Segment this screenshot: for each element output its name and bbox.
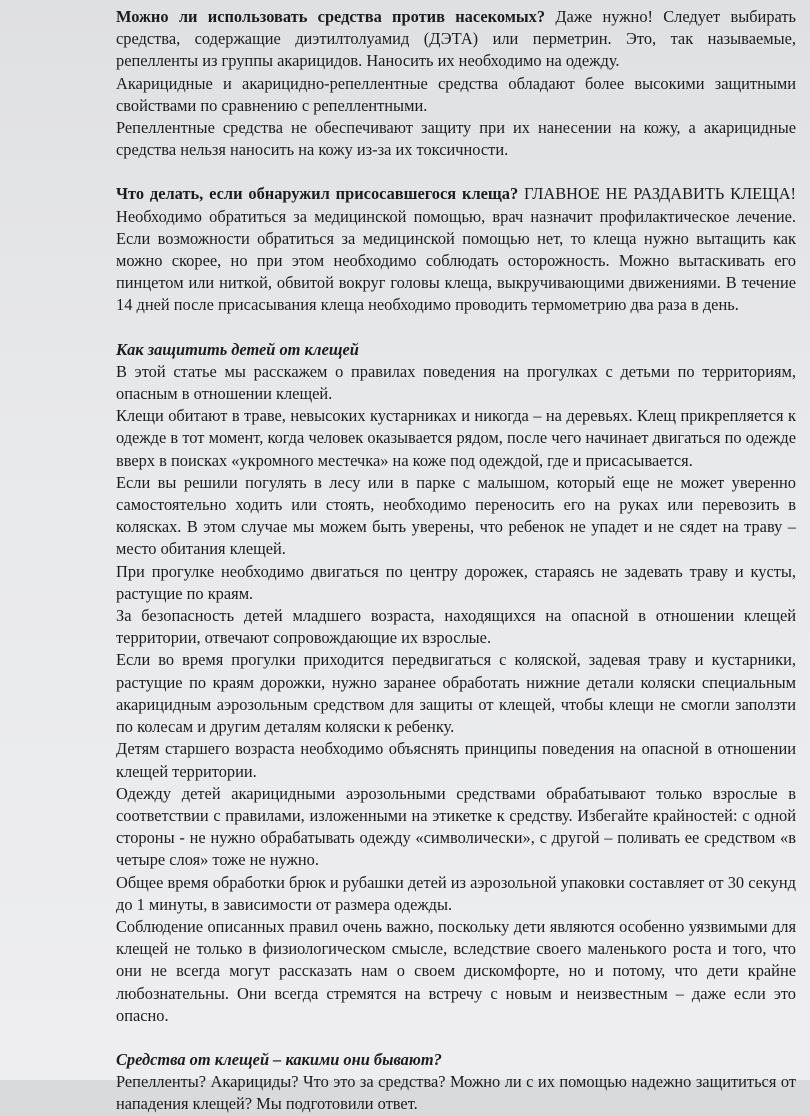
children-heading: Как защитить детей от клещей [116,339,359,359]
repellent-warning: Репеллентные средства не обеспечивают защиту при их нанесении на кожу, а акарицидные средства нельзя наносить на кожу из-за их токсичности. [116,118,796,160]
children-paragraph: Детям старшего возраста необходимо объяснять принципы поведения на опасной в отношении клещей территории. [116,739,796,781]
children-paragraph: Соблюдение описанных правил очень важно, поскольку дети являются особенно уязвимыми для клещей не только в физиологическом смысле, вследствие своего маленького роста и того, что они не всегда могут рассказать нам о своем дискомфорте, но и потому, что дети крайне любознательны. Они всегда стремятся на встречу с новым и неизвестным – даже если это опасно. [116,916,796,1025]
insecticides-question: Можно ли использовать средства против насекомых? [116,7,546,26]
children-paragraph: Одежду детей акарицидными аэрозольными средствами обрабатывают только взрослые в соответствии с правилами, изложенными на этикетке к средству. Избегайте крайностей: с одной стороны - не нужно обрабатывать одежду «символически», с другой – поливать ее средством «в четыре слоя» тоже не нужно. [116,783,796,870]
remedies-paragraph: Репелленты? Акарициды? Что это за средства? Можно ли с их помощью надежно защититься от нападения клещей? Мы подготовили ответ. [116,1072,796,1114]
children-paragraph: За безопасность детей младшего возраста, находящихся на опасной в отношении клещей территории, отвечают сопровождающие их взрослые. [116,606,796,648]
attached-tick-paragraph [116,183,796,316]
children-paragraph: Если вы решили погулять в лесу или в парке с малышом, который еще не может уверенно самостоятельно ходить или стоять, необходимо переносить его на руках или перевозить в колясках. В этом случае мы можем быть уверены, что ребенок не упадет и не сядет на траву – место обитания клещей. [116,472,796,559]
children-paragraph: Если во время прогулки приходится передвигаться с коляской, задевая траву и кустарники, растущие по краям дорожки, нужно заранее обработать нижние детали коляски специальным акарицидным аэрозольным средством для защиты от клещей, чтобы клещи не смогли заползти по колесам и другим деталям коляски к ребенку. [116,650,796,737]
children-paragraph: Клещи обитают в траве, невысоких кустарниках и никогда – на деревьях. Клещ прикрепляется к одежде в тот момент, когда человек оказывается рядом, после чего начинает двигаться по одежде вверх в поисках «укромного местечка» на коже под одеждой, где и присасывается. [116,406,796,470]
document-text [116,6,796,1116]
acaricide-comparison: Акарицидные и акарицидно-репеллентные средства обладают более высокими защитными свойствами по сравнению с репеллентными. [116,73,796,115]
children-paragraph: В этой статье мы расскажем о правилах поведения на прогулках с детьми по территориям, опасным в отношении клещей. [116,361,796,404]
remedies-heading: Средства от клещей – какими они бывают? [116,1049,442,1069]
attached-tick-answer: ГЛАВНОЕ НЕ РАЗДАВИТЬ КЛЕЩА! Необходимо обратиться за медицинской помощью, врач назначит профилактическое лечение. Если возможности обратиться за медицинской помощью нет, то клеща нужно вытащить как можно скорее, но при этом необходимо соблюдать осторожность. Можно вытаскивать его пинцетом или ниткой, обвитой вокруг головы клеща, выкручивающими движениями. В течение 14 дней после присасывания клеща необходимо проводить термометрию два раза в день. [116,184,797,315]
children-paragraph: Общее время обработки брюк и рубашки детей из аэрозольной упаковки составляет от 30 секунд до 1 минуты, в зависимости от размера одежды. [116,872,796,914]
insecticides-answer: Даже нужно! Следует выбирать средства, содержащие диэтилтолуамид (ДЭТА) или перметрин. Это, так называемые, репелленты из группы акарицидов. Наносить их необходимо на одежду. [116,7,797,71]
insecticides-paragraph [116,6,796,73]
attached-tick-question: Что делать, если обнаружил присосавшегося клеща? [116,184,519,204]
children-paragraph: При прогулке необходимо двигаться по центру дорожек, стараясь не задевать траву и кусты, растущие по краям. [116,561,796,603]
